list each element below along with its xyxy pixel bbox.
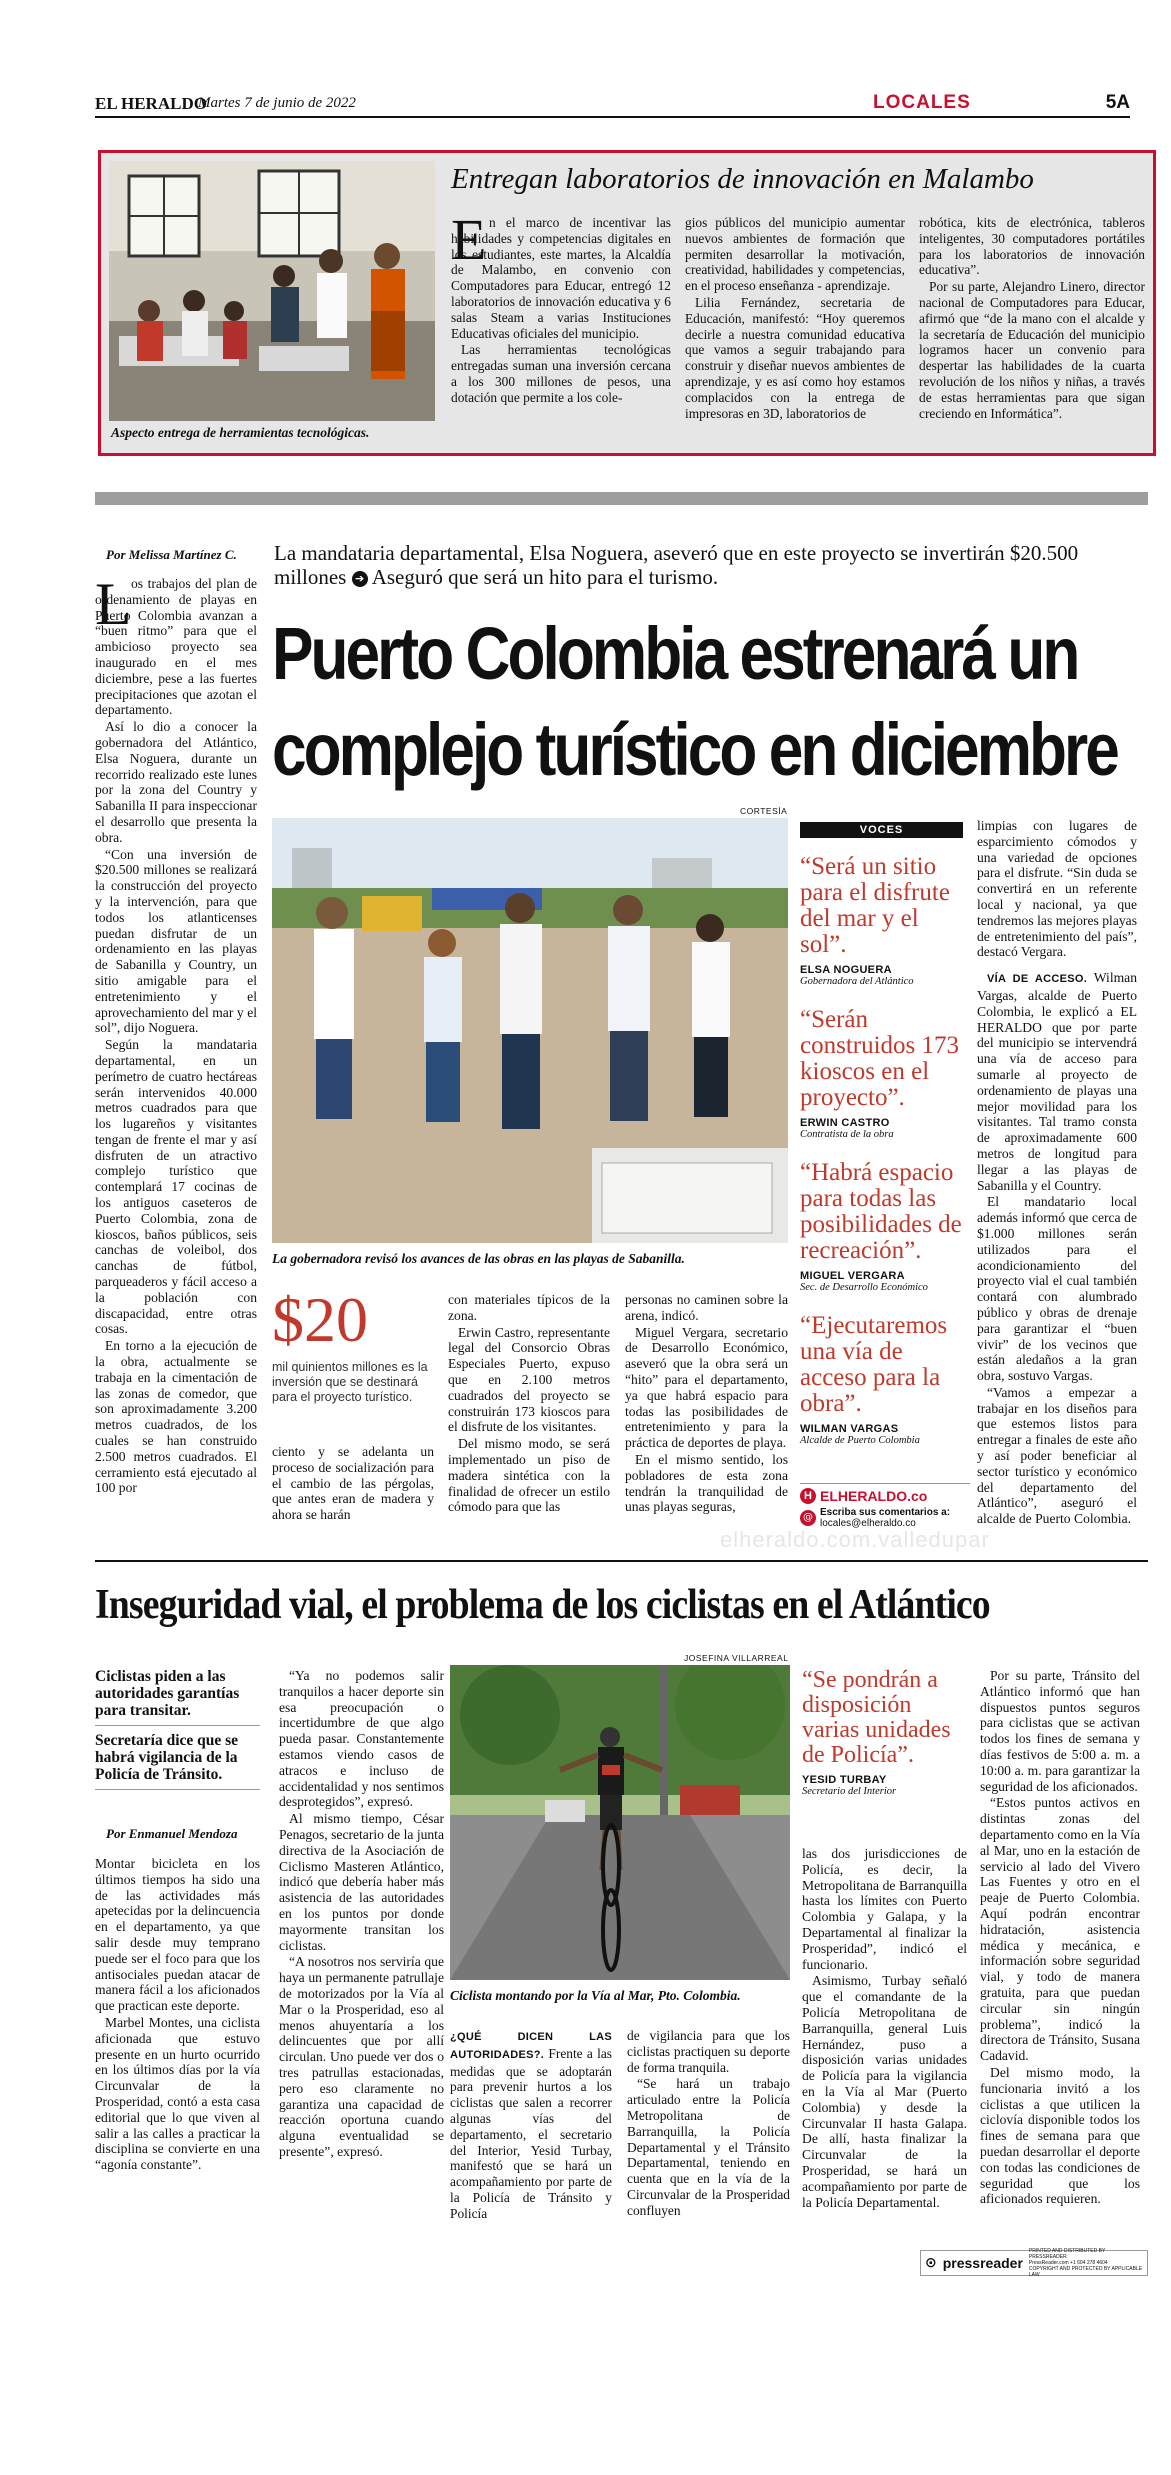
main-paragraph: ciento y se adelanta un proceso de socialización para el cambio de las pérgolas, que antes eran de madera y ahora se harán <box>272 1444 434 1523</box>
second-column-6 <box>980 1668 1140 2207</box>
subhead-via-acceso: VÍA DE ACCESO. <box>987 973 1088 986</box>
second-paragraph: “A nosotros nos serviría que haya un permanente patrullaje de motorizados por la Vía al Mar o la Prosperidad, eso al menos ahuyentaría a los delincuentes que por allí circulan. Uno puede ver dos o tres patrullas estacionadas, pero eso claramente no garantiza una capacidad de reacción oportuna cuando alguna eventualidad se presente”, expresó. <box>279 1954 444 2159</box>
pressreader-note: PressReader.com +1 604 278 4604 <box>1028 2260 1108 2266</box>
voces-name: WILMAN VARGAS <box>800 1423 899 1435</box>
second-paragraph: Frente a las medidas que se adoptarán para prevenir hurtos a los ciclistas que salen a recorrer algunas vías del departamento, el secretario del Interior, Yesid Turbay, manifestó que se hará un acompañamiento por parte de la Policía de Tránsito y Policía <box>450 2045 612 2221</box>
cyclist-photo-caption: Ciclista montando por la Vía al Mar, Pto. Colombia. <box>450 1988 741 2003</box>
brief-paragraph: n el marco de incentivar las habilidades y competencias digitales en los estudiantes, este martes, la Alcaldía de Malambo, en convenio con Computadores para Educar, entregó 12 laboratorios de innovación educativa y 6 salas Steam a varias Instituciones Educativas oficiales del municipio. <box>451 215 671 341</box>
brief-paragraph: Por su parte, Alejandro Linero, director nacional de Computadores para Educar, afirmó que “de la mano con el alcalde y la secretaría de Educación del municipio logramos hacer un convenio para despertar las habilidades de la cuarta revolución de los niños y niñas, a través de estas herramientas para que sigan creciendo en Informática”. <box>919 279 1145 421</box>
main-headline <box>272 606 1117 798</box>
second-paragraph: Montar bicicleta en los últimos tiempos ha sido una de las actividades más apetecidas por la delincuencia en el departamento, ya que salir desde muy temprano puede ser el foco para que los antisociales puedan atacar de manera fácil a los aficionados que practican este deporte. <box>95 1856 260 2014</box>
main-photo-image <box>272 818 788 1243</box>
main-paragraph: Así lo dio a conocer la gobernadora del Atlántico, Elsa Noguera, durante un recorrido realizado este lunes por la zona del Country y Sabanilla II para inspeccionar el desarrollo que presenta la obra. <box>95 719 257 845</box>
brief-column-3 <box>919 215 1145 421</box>
main-paragraph: El mandatario local además informó que cerca de $1.000 millones serán utilizados para el acondicionamiento del proyecto vial el cual también contará con alumbrado público y obras de drenaje para garantizar el “buen vivir” de los vecinos que están aledaños a la gran obra, sostuvo Vargas. <box>977 1194 1137 1384</box>
second-subhead: Ciclistas piden a las autoridades garantías para transitar. <box>95 1668 260 1726</box>
main-photo-caption: La gobernadora revisó los avances de las obras en las playas de Sabanilla. <box>272 1251 685 1266</box>
voces-quote: “Habrá espacio para todas las posibilidades de recreación”. <box>800 1159 962 1264</box>
second-paragraph: Marbel Montes, una ciclista aficionada que estuvo presente en un hurto ocurrido en los últimos días por la vía Circunvalar de la Prosperidad, contó a esta casa editorial que lo que viven al salir a las calles a practicar la disciplina se convierte en una “agonía constante”. <box>95 2014 260 2173</box>
voces-quote: “Será un sitio para el disfrute del mar y el sol”. <box>800 853 950 958</box>
arrow-circle-icon: ➔ <box>352 571 368 587</box>
masthead-brand: EL HERALDO <box>95 94 207 113</box>
second-photo-credit: JOSEFINA VILLARREAL <box>684 1653 789 1663</box>
second-paragraph: “Estos puntos activos en distintas zonas del departamento como en la Vía al Mar, uno en la estación de servicio al lado del Vivero Las Fuentes y otro en el peaje de Puerto Colombia. Aquí podrán encontrar hidratación, asistencia médica y mecánica, e información sobre seguridad vial, y todo de manera gratuita, para que puedan circular sin ningún problema”, indicó la directora de Tránsito, Susana Cadavid. <box>980 1795 1140 2064</box>
second-quote-block <box>802 1668 967 1797</box>
at-sign-icon: @ <box>800 1510 816 1526</box>
main-photo-credit: CORTESÍA <box>740 806 788 816</box>
main-paragraph: “Vamos a empezar a trabajar en los diseños para que estemos listos para entregar a finales de este año y así poder beneficiar al sector turístico y económico del departamento del Atlántico”, aseguró el alcalde de Puerto Colombia. <box>977 1384 1137 1527</box>
voces-name: ERWIN CASTRO <box>800 1117 890 1129</box>
brief-paragraph: Las herramientas tecnológicas entregadas suman una inversión cercana a los 300 millones de pesos, una dotación que permite a los cole- <box>451 342 671 405</box>
separator-rule <box>95 1560 1148 1562</box>
main-dek-text: La mandataria departamental, Elsa Noguera, aseveró que en este proyecto se invertirán $20.500 millones <box>274 541 1079 589</box>
second-column-3 <box>450 2028 612 2222</box>
main-headline-line-1: Puerto Colombia estrenará un <box>272 612 1078 695</box>
site-logo-icon: H <box>800 1488 816 1504</box>
voces-role: Contratista de la obra <box>800 1129 894 1140</box>
main-paragraph: limpias con lugares de esparcimiento cómodos y una variedad de opciones para el disfrute. “Sin duda se convertirá en un referente local y nacional, ya que tendremos las mejores playas de entretenimiento del país”, destacó Vergara. <box>977 818 1137 960</box>
voces-name: ELSA NOGUERA <box>800 964 892 976</box>
voces-quote-block <box>800 1313 963 1446</box>
brief-photo-caption: Aspecto entrega de herramientas tecnológicas. <box>111 425 370 440</box>
watermark-text: elheraldo.com.valledupar <box>720 1527 990 1552</box>
second-headline: Inseguridad vial, el problema de los ciclistas en el Atlántico <box>95 1582 990 1628</box>
main-paragraph: Wilman Vargas, alcalde de Puerto Colombia, le explicó a EL HERALDO que por parte del municipio se intervendrá una vía de acceso para sumarle al proyecto de ordenamiento de playas una mejor movilidad para los visitantes. Tal tramo consta de aproximadamente 600 metros de longitud para llegar a las playas de Sabanilla y el Country. <box>977 970 1137 1193</box>
voces-quote-block <box>800 1160 963 1293</box>
second-paragraph: de vigilancia para que los ciclistas practiquen su deporte de forma tranquila. <box>627 2028 790 2075</box>
section-label: LOCALES <box>873 92 971 113</box>
cyclist-photo-image <box>450 1665 790 1980</box>
brief-paragraph: gios públicos del municipio aumentar nuevos ambientes de formación que permiten desarrollar la motivación, creatividad, habilidades y competencias, en el proceso enseñanza - aprendizaje. <box>685 215 905 294</box>
second-paragraph: “Ya no podemos salir tranquilos a hacer deporte sin esa preocupación o incertidumbre de que algo pueda pasar. Constantemente estamos viendo casos de atracos e incluso de accidentalidad y nos sentimos desprotegidos”, expresó. <box>279 1668 444 1810</box>
brief-column-1 <box>451 207 671 406</box>
second-byline: Por Enmanuel Mendoza <box>106 1826 238 1841</box>
fact-text: mil quinientos millones es la inversión que se destinará para el proyecto turístico. <box>272 1360 428 1404</box>
main-column-4 <box>625 1292 788 1515</box>
main-paragraph: En el mismo sentido, los pobladores de esta zona tendrán la tranquilidad de unas playas seguras, <box>625 1451 788 1515</box>
second-column-5 <box>802 1846 967 2210</box>
subhead-autoridades: ¿QUÉ DICEN LAS AUTORIDADES?. <box>450 2031 612 2061</box>
voces-quote: “Serán construidos 173 kioscos en el proyecto”. <box>800 1006 960 1111</box>
main-paragraph: Miguel Vergara, secretario de Desarrollo Económico, aseveró que la obra será un “hito” para el departamento, ya que habrá espacio para todas las posibilidades de entretenimiento y para la práctica de deportes de playa. <box>625 1324 788 1451</box>
voces-role: Alcalde de Puerto Colombia <box>800 1435 920 1446</box>
second-quote-name: YESID TURBAY <box>802 1774 887 1786</box>
promo-text: Escriba sus comentarios a: <box>820 1507 951 1518</box>
brief-paragraph: robótica, kits de electrónica, tableros inteligentes, 30 computadores portátiles para los laboratorios de innovación educativa”. <box>919 215 1145 278</box>
main-column-3 <box>448 1292 610 1515</box>
second-paragraph: Por su parte, Tránsito del Atlántico informó que han dispuestos puntos seguros para ciclistas que se activan todos los fines de semana y días festivos de 5:00 a. m. a 10:00 a. m. para garantizar la seguridad de los aficionados. <box>980 1668 1140 1794</box>
voces-name: MIGUEL VERGARA <box>800 1270 905 1282</box>
main-photo <box>272 818 788 1243</box>
page-number: 5A <box>1105 92 1130 113</box>
main-paragraph: Erwin Castro, representante legal del Consorcio Obras Especiales Puerto, expuso que en 2.100 metros cuadrados del proyecto se construirán 173 kioscos para el disfrute de los visitantes. <box>448 1324 610 1435</box>
cyclist-photo <box>450 1665 790 1980</box>
main-dek-text-2: Aseguró que será un hito para el turismo. <box>371 565 719 589</box>
second-column-1 <box>95 1856 260 2173</box>
second-column-2 <box>279 1668 444 2160</box>
main-paragraph: Según la mandataria departamental, en un perímetro de cuatro hectáreas serán intervenidos 40.000 metros cuadrados para que los lugareños y visitantes tengan de frente el mar y así disfruten de un atractivo complejo turístico que contemplará 17 cocinas de los antiguos caseteros de Puerto Colombia, zona de kioscos, baños públicos, seis canchas de voleibol, dos canchas de fútbol, parqueaderos y fácil acceso a la población con discapacidad, entre otras cosas. <box>95 1037 257 1337</box>
pressreader-label[interactable]: pressreader <box>942 2255 1023 2271</box>
main-headline-line-2: complejo turístico en diciembre <box>272 708 1117 791</box>
second-subhead: Secretaría dice que se habrá vigilancia de la Policía de Tránsito. <box>95 1732 260 1790</box>
second-paragraph: “Se hará un trabajo articulado entre la Policía Metropolitana de Barranquilla, la Policía Departamental y el Tránsito Departamental, teniendo en cuenta que en la vía de la Circunvalar de la Prosperidad confluyen <box>627 2076 790 2218</box>
brief-paragraph: Lilia Fernández, secretaria de Educación, manifestó: “Hoy queremos decirle a nuestra comunidad educativa que vamos a seguir trabajando para construir y diseñar nuevos ambientes de aprendizaje, y es así como hoy estamos complacidos con la entrega de impresoras en 3D, laboratorios de <box>685 294 905 421</box>
main-column-1 <box>95 571 257 1496</box>
comments-promo <box>800 1483 970 1529</box>
voces-sidebar <box>800 822 963 1446</box>
brief-column-2 <box>685 215 905 421</box>
main-paragraph: Del mismo modo, se será implementado un piso de madera sintética con la finalidad de ofrecer un estilo cómodo para que las <box>448 1436 610 1515</box>
classroom-photo <box>109 161 435 421</box>
voces-role: Gobernadora del Atlántico <box>800 976 914 987</box>
main-byline: Por Melissa Martínez C. <box>106 547 237 562</box>
pressreader-badge <box>920 2250 1148 2276</box>
brief-dropcap: E <box>451 207 487 272</box>
main-paragraph: con materiales típicos de la zona. <box>448 1292 610 1323</box>
voces-quote-block <box>800 1007 963 1140</box>
brief-headline: Entregan laboratorios de innovación en Malambo <box>451 163 1034 195</box>
second-column-4 <box>627 2028 790 2219</box>
second-quote-role: Secretario del Interior <box>802 1786 897 1797</box>
main-paragraph: “Con una inversión de $20.500 millones se realizará la construcción del proyecto y la intervención, para que todos los atlanticenses puedan disfrutar de un ordenamiento en las playas de Sabanilla y Country, un sitio amigable para el entretenimiento y el aprovechamiento del mar y el sol”, dijo Noguera. <box>95 846 257 1036</box>
main-dek <box>274 541 1134 589</box>
second-paragraph: Al mismo tiempo, César Penagos, secretario de la junta directiva de la Asociación de Ciclismo Masteren Atlántico, indicó que debería haber más asistencia de las autoridades en los puntos por donde mayormente transitan los ciclistas. <box>279 1811 444 1953</box>
section-divider <box>95 492 1148 505</box>
main-dropcap: L <box>95 571 132 637</box>
second-paragraph: Asimismo, Turbay señaló que el comandante de la Policía Metropolitana de Barranquilla, general Luis Hernández, puso a disposición varias unidades de Policía para la vigilancia en la Vía al Mar (Puerto Colombia) y desde la Circunvalar II hasta Galapa. De allí, hasta finalizar la Circunvalar de la Prosperidad, se hará un acompañamiento por parte de la Policía Departamental. <box>802 1973 967 2210</box>
main-paragraph: os trabajos del plan de ordenamiento de playas en Puerto Colombia avanzan a “buen ritmo” para que el ambicioso proyecto sea inaugurado en el mes diciembre, pese a las fuertes precipitaciones que azotan el departamento. <box>95 576 257 718</box>
main-paragraph: En torno a la ejecución de la obra, actualmente se trabaja en la cimentación de las zonas de comedor, que son aproximadamente 3.200 metros cuadrados, de los cuales se han construido 2.500 metros cuadrados. El cerramiento está ejecutado al 100 por <box>95 1338 257 1496</box>
second-quote: “Se pondrán a disposición varias unidades de Policía”. <box>802 1667 951 1768</box>
pressreader-note: COPYRIGHT AND PROTECTED BY APPLICABLE LAW <box>1028 2266 1143 2278</box>
second-paragraph: las dos jurisdicciones de Policía, es decir, la Metropolitana de Barranquilla hasta los límites con Puerto Colombia y Galapa, y la Departamental al finalizar la Prosperidad”, indicó el funcionario. <box>802 1846 967 1972</box>
classroom-photo-image <box>109 161 435 421</box>
brief-box <box>98 150 1156 456</box>
voces-quote-block <box>800 854 963 987</box>
voces-label: VOCES <box>800 822 963 838</box>
voces-quote: “Ejecutaremos una vía de acceso para la obra”. <box>800 1312 948 1417</box>
main-paragraph: personas no caminen sobre la arena, indicó. <box>625 1292 788 1323</box>
voces-role: Sec. de Desarrollo Económico <box>800 1282 928 1293</box>
second-subheads <box>95 1668 260 1790</box>
pressreader-logo-icon: ⊙ <box>925 2255 937 2271</box>
pressreader-note: PRINTED AND DISTRIBUTED BY PRESSREADER <box>1028 2248 1106 2260</box>
page-header <box>95 92 1130 118</box>
main-column-2 <box>272 1444 434 1523</box>
promo-site[interactable]: ELHERALDO.co <box>820 1488 928 1504</box>
second-paragraph: Del mismo modo, la funcionaria invitó a los ciclistas a que utilicen la ciclovía disponible todos los fines de semana para que puedan desarrollar el deporte con todas las condiciones de seguridad que los aficionados requieren. <box>980 2064 1140 2207</box>
main-column-6 <box>977 818 1137 1527</box>
fact-number: $20 <box>272 1284 368 1355</box>
promo-email[interactable]: locales@elheraldo.co <box>820 1518 916 1529</box>
page-date: Martes 7 de junio de 2022 <box>198 95 356 111</box>
